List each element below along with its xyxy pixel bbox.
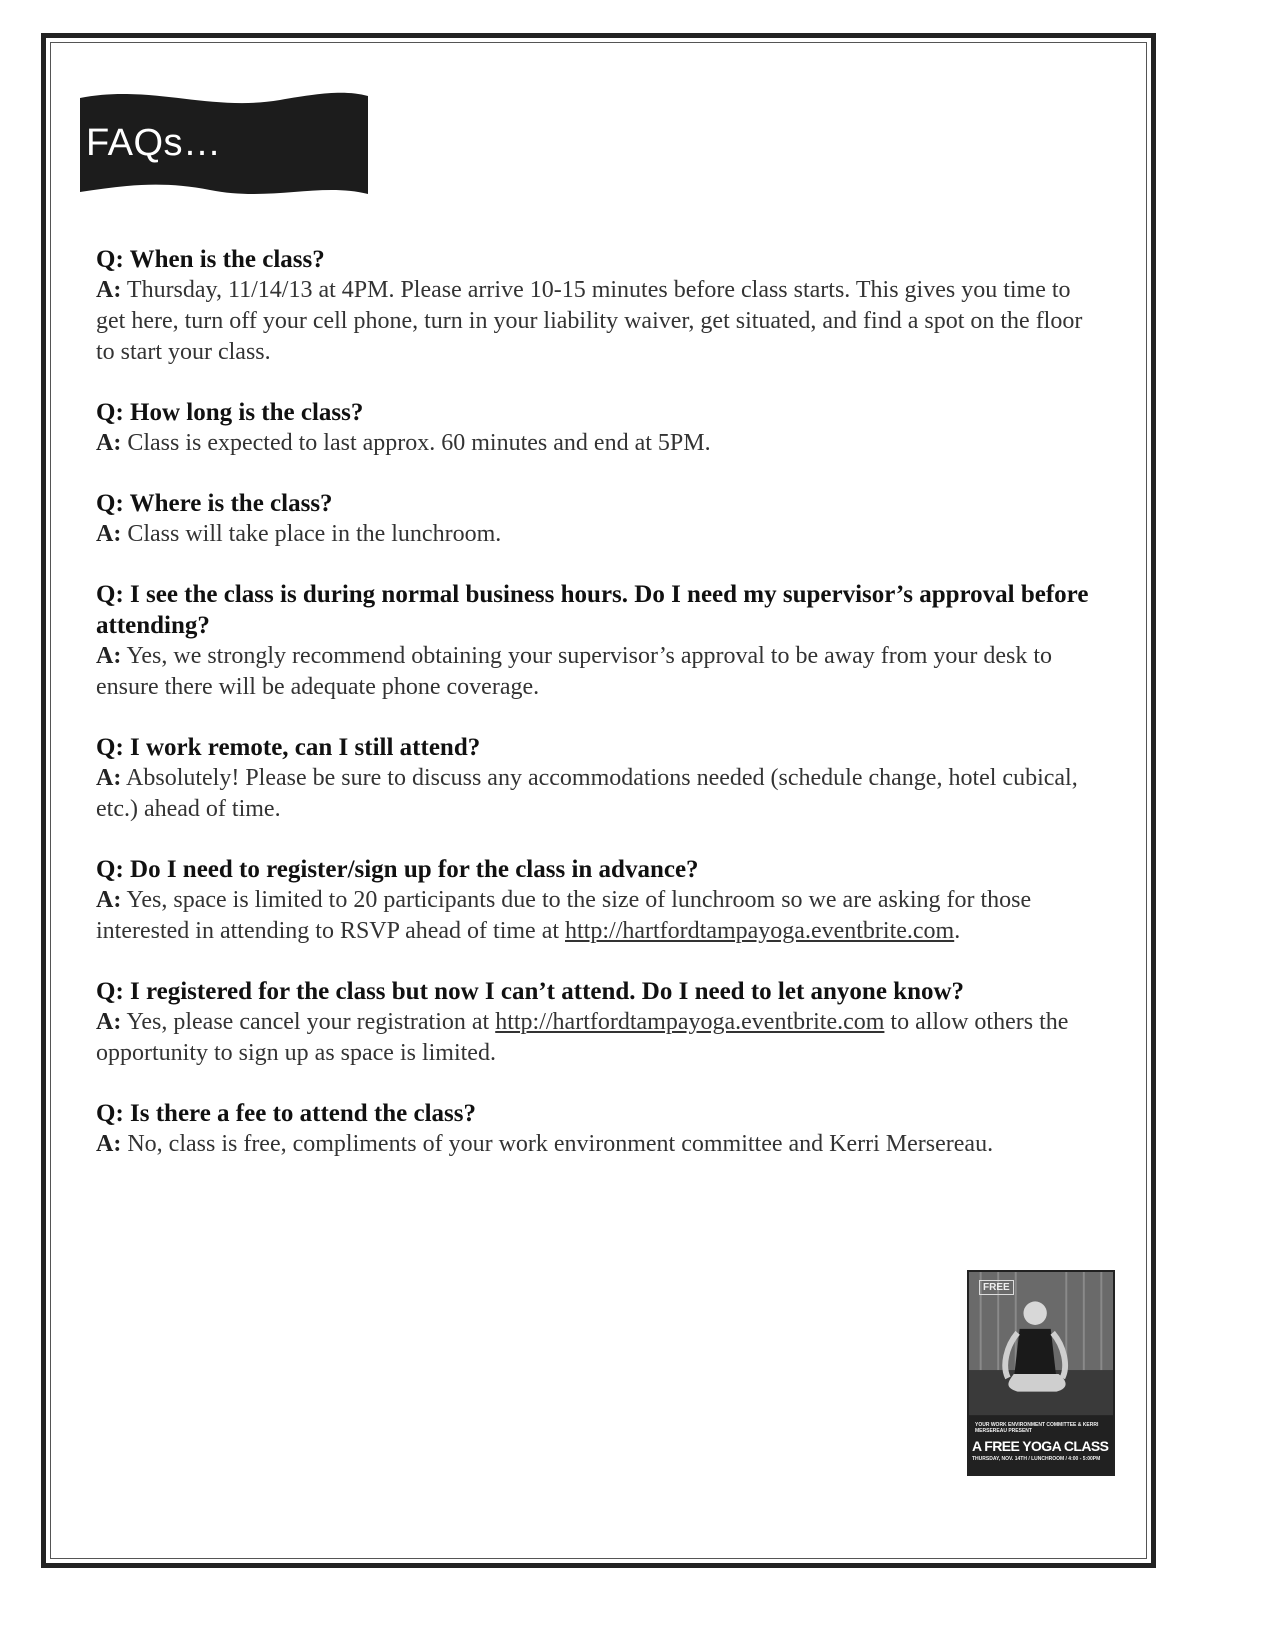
faq-question: Q: Is there a fee to attend the class?: [96, 1100, 477, 1127]
faq-item: [96, 244, 1096, 368]
eventbrite-link[interactable]: http://hartfordtampayoga.eventbrite.com: [565, 918, 955, 944]
faq-question: Q: Where is the class?: [96, 490, 333, 517]
answer-label: A:: [96, 887, 122, 913]
answer-text: No, class is free, compliments of your work environment committee and Kerri Mersereau.: [127, 1131, 994, 1157]
faq-answer: [96, 519, 1096, 550]
eventbrite-link[interactable]: http://hartfordtampayoga.eventbrite.com: [495, 1009, 885, 1035]
answer-text: Yes, space is limited to 20 participants due to the size of lunchroom so we are asking for those interested in attending to RSVP ahead of time at: [96, 887, 1032, 944]
page-title: FAQs…: [86, 122, 222, 164]
faq-question: Q: Do I need to register/sign up for the class in advance?: [96, 856, 699, 883]
faq-answer: [96, 428, 1096, 459]
answer-text: Class is expected to last approx. 60 minutes and end at 5PM.: [127, 430, 711, 456]
faq-question: Q: How long is the class?: [96, 399, 364, 426]
answer-text-end: .: [954, 918, 961, 944]
answer-label: A:: [96, 765, 122, 791]
answer-label: A:: [96, 277, 122, 303]
faq-item: [96, 1098, 1096, 1160]
faq-answer: [96, 885, 1096, 947]
faq-item: [96, 976, 1096, 1069]
faq-answer: [96, 275, 1096, 368]
answer-text-end: to allow others the opportunity to sign up as space is limited.: [96, 1009, 1069, 1066]
answer-label: A:: [96, 521, 122, 547]
flyer-title: A FREE YOGA CLASS: [972, 1438, 1109, 1454]
answer-text: Yes, please cancel your registration at: [126, 1009, 496, 1035]
faq-answer: [96, 1129, 1096, 1160]
flyer-free-badge: FREE: [979, 1280, 1014, 1295]
faq-item: [96, 579, 1096, 703]
answer-text: Absolutely! Please be sure to discuss any accommodations needed (schedule change, hotel cubical, etc.) ahead of time.: [96, 765, 1078, 822]
faq-answer: [96, 763, 1096, 825]
faq-item: [96, 732, 1096, 825]
answer-text: Thursday, 11/14/13 at 4PM. Please arrive 10-15 minutes before class starts. This gives you time to get here, turn off your cell phone, turn in your liability waiver, get situated, and find a spot on the floor to start your class.: [96, 277, 1083, 365]
faq-answer: [96, 641, 1096, 703]
answer-text: Class will take place in the lunchroom.: [127, 521, 502, 547]
flyer-presenter: YOUR WORK ENVIRONMENT COMMITTEE & KERRI MERSEREAU PRESENT: [975, 1422, 1099, 1434]
faq-question: Q: I registered for the class but now I can’t attend. Do I need to let anyone know?: [96, 978, 965, 1005]
faq-item: [96, 854, 1096, 947]
answer-label: A:: [96, 643, 122, 669]
faq-question: Q: I see the class is during normal business hours. Do I need my supervisor’s approval before attending?: [96, 581, 1089, 639]
answer-text: Yes, we strongly recommend obtaining your supervisor’s approval to be away from your desk to ensure there will be adequate phone coverage.: [96, 643, 1053, 700]
faq-question: Q: I work remote, can I still attend?: [96, 734, 481, 761]
faq-question: Q: When is the class?: [96, 246, 325, 273]
flyer-date: THURSDAY, NOV. 14TH / LUNCHROOM / 4:00 - 5:00PM: [972, 1456, 1101, 1462]
faq-item: [96, 397, 1096, 459]
faq-list: [96, 244, 1096, 1189]
faq-answer: [96, 1007, 1096, 1069]
answer-label: A:: [96, 430, 122, 456]
answer-label: A:: [96, 1131, 122, 1157]
answer-label: A:: [96, 1009, 122, 1035]
yoga-flyer-thumbnail: [967, 1270, 1115, 1476]
faq-item: [96, 488, 1096, 550]
